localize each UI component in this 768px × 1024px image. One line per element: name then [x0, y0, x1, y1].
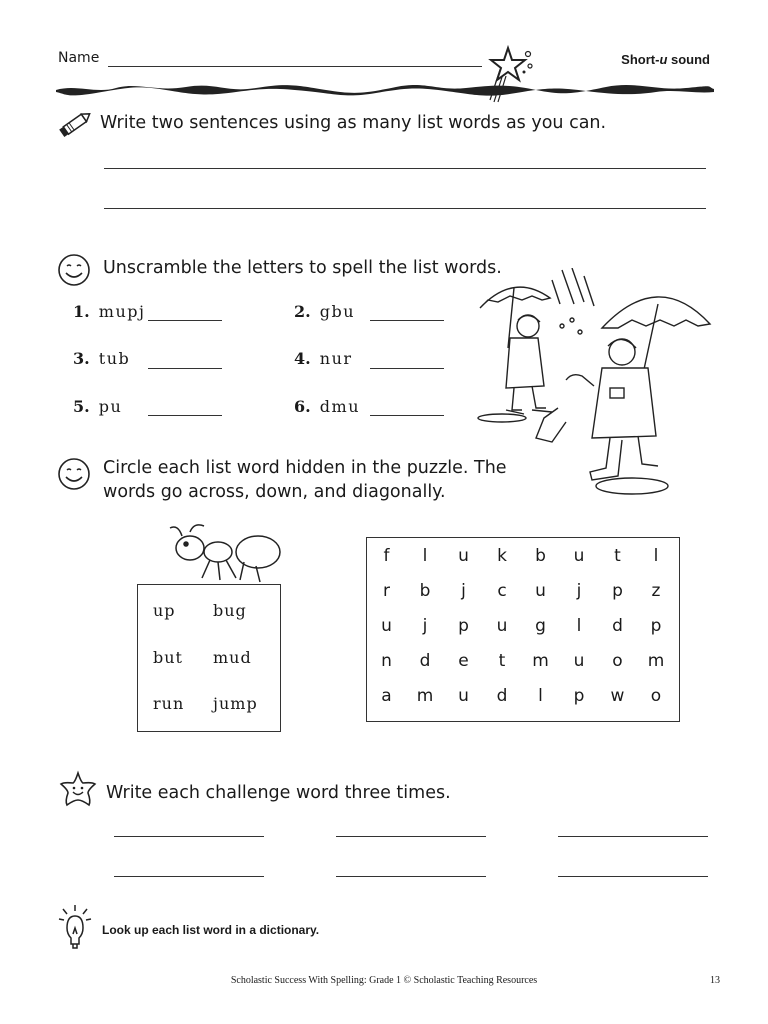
smiley-face-icon: [57, 253, 91, 287]
name-label: Name: [58, 50, 100, 66]
grid-letter[interactable]: p: [573, 686, 585, 706]
footer-credit: Scholastic Success With Spelling: Grade 1 © Scholastic Teaching Resources: [230, 975, 538, 986]
grid-letter[interactable]: j: [461, 581, 466, 601]
light-bulb-icon: [58, 904, 92, 952]
item-number: 1.: [73, 302, 90, 321]
word-search-grid[interactable]: [366, 537, 680, 722]
sentences-instruction: Write two sentences using as many list words as you can.: [100, 113, 607, 133]
grid-letter[interactable]: e: [458, 651, 469, 671]
grid-letter[interactable]: m: [647, 651, 665, 671]
scrambled-letters: mupj: [98, 302, 146, 321]
unscramble-item-4: [294, 349, 353, 368]
dictionary-tip: Look up each list word in a dictionary.: [102, 923, 320, 937]
challenge-line[interactable]: [114, 836, 264, 837]
grid-letter[interactable]: n: [381, 651, 392, 671]
grid-letter[interactable]: u: [381, 616, 392, 636]
grid-letter[interactable]: o: [612, 651, 623, 671]
grid-letter[interactable]: a: [381, 686, 392, 706]
challenge-line[interactable]: [336, 876, 486, 877]
grid-letter[interactable]: u: [573, 546, 585, 566]
grid-letter[interactable]: p: [612, 581, 623, 601]
grid-letter[interactable]: l: [422, 546, 428, 566]
challenge-line[interactable]: [558, 836, 708, 837]
name-field-line[interactable]: [108, 66, 482, 67]
answer-line-1[interactable]: [148, 320, 222, 321]
challenge-line[interactable]: [558, 876, 708, 877]
ant-illustration: [160, 522, 284, 586]
smiley-face-icon: [57, 457, 91, 491]
challenge-instruction: Write each challenge word three times.: [106, 783, 451, 803]
list-word: mud: [213, 648, 252, 667]
scrambled-letters: nur: [319, 349, 353, 368]
grid-letter[interactable]: m: [416, 686, 434, 706]
grid-letter[interactable]: f: [383, 546, 390, 566]
grid-letter[interactable]: l: [653, 546, 659, 566]
grid-letter[interactable]: k: [497, 546, 507, 566]
grid-letter[interactable]: g: [535, 616, 546, 636]
grid-letter[interactable]: p: [458, 616, 469, 636]
answer-line-5[interactable]: [148, 415, 222, 416]
grid-letter[interactable]: u: [573, 651, 585, 671]
item-number: 5.: [73, 397, 90, 416]
grid-letter[interactable]: d: [496, 686, 508, 706]
sentence-line-1[interactable]: [104, 168, 706, 169]
list-word: but: [153, 648, 183, 667]
scrambled-letters: tub: [98, 349, 131, 368]
puzzle-instruction-line-2: words go across, down, and diagonally.: [103, 482, 446, 502]
scrambled-letters: dmu: [319, 397, 361, 416]
grid-letter[interactable]: d: [612, 616, 623, 636]
wavy-divider: [56, 82, 714, 96]
list-word: bug: [213, 601, 247, 620]
grid-letter[interactable]: u: [458, 546, 469, 566]
page-number: 13: [710, 975, 720, 986]
grid-letter[interactable]: b: [419, 581, 431, 601]
grid-letter[interactable]: d: [419, 651, 431, 671]
smiling-star-icon: [58, 770, 98, 808]
item-number: 6.: [294, 397, 311, 416]
word-list-box: [137, 584, 281, 732]
pencil-icon: [58, 108, 94, 140]
grid-letter[interactable]: j: [576, 581, 582, 601]
grid-letter[interactable]: w: [610, 686, 625, 706]
puzzle-instruction-line-1: Circle each list word hidden in the puzzle. The: [103, 458, 507, 478]
item-number: 3.: [73, 349, 90, 368]
answer-line-4[interactable]: [370, 368, 444, 369]
sentence-line-2[interactable]: [104, 208, 706, 209]
unscramble-instruction: Unscramble the letters to spell the list words.: [103, 258, 502, 278]
list-word: up: [153, 601, 176, 620]
grid-letter[interactable]: c: [497, 581, 507, 601]
grid-letter[interactable]: l: [538, 686, 543, 706]
scrambled-letters: gbu: [319, 302, 356, 321]
list-word: run: [153, 694, 185, 713]
challenge-line[interactable]: [114, 876, 264, 877]
grid-letter[interactable]: b: [535, 546, 546, 566]
item-number: 2.: [294, 302, 311, 321]
unscramble-item-3: [73, 349, 130, 368]
topic-label: Short-u sound: [621, 52, 710, 67]
answer-line-6[interactable]: [370, 415, 444, 416]
grid-letter[interactable]: r: [383, 581, 390, 601]
grid-letter[interactable]: l: [576, 616, 582, 636]
grid-letter[interactable]: t: [498, 651, 506, 671]
unscramble-item-5: [73, 397, 122, 416]
grid-letter[interactable]: m: [532, 651, 549, 671]
grid-letter[interactable]: u: [458, 686, 469, 706]
grid-letter[interactable]: z: [651, 581, 661, 601]
challenge-line[interactable]: [336, 836, 486, 837]
unscramble-item-1: [73, 302, 145, 321]
scrambled-letters: pu: [98, 397, 123, 416]
grid-letter[interactable]: j: [422, 616, 428, 636]
unscramble-item-2: [294, 302, 355, 321]
list-word: jump: [213, 694, 258, 713]
answer-line-3[interactable]: [148, 368, 222, 369]
grid-letter[interactable]: o: [650, 686, 662, 706]
grid-letter[interactable]: u: [496, 616, 508, 636]
grid-letter[interactable]: u: [535, 581, 546, 601]
grid-letter[interactable]: t: [614, 546, 621, 566]
grid-letter[interactable]: p: [650, 616, 662, 636]
item-number: 4.: [294, 349, 311, 368]
answer-line-2[interactable]: [370, 320, 444, 321]
unscramble-item-6: [294, 397, 360, 416]
